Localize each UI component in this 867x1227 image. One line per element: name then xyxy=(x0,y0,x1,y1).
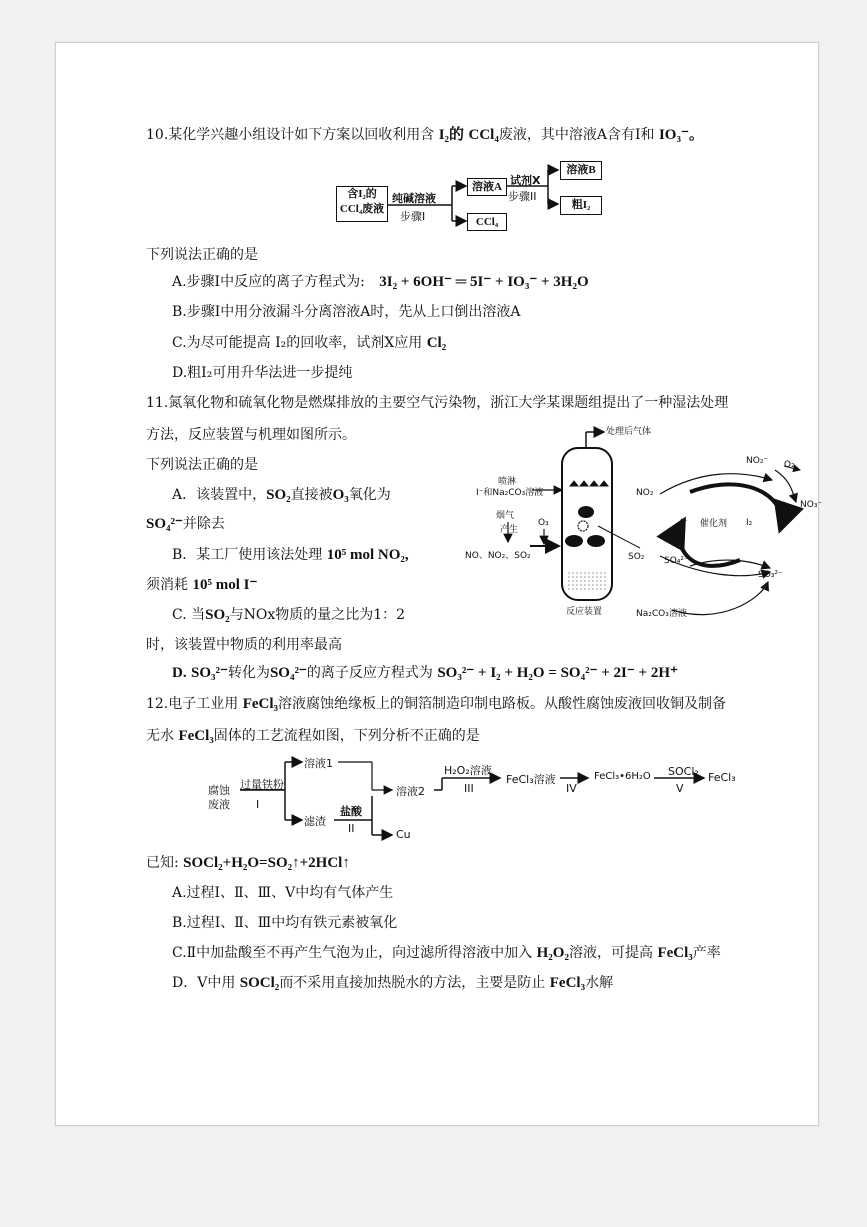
q12-filtrate2-label: 溶液2 xyxy=(396,785,425,798)
fig-o3-label: O₃ xyxy=(538,518,549,528)
q10-solution-b-box: 溶液B xyxy=(560,161,602,180)
fig-exhaust-label: 处理后气体 xyxy=(606,427,652,437)
fig-no2-label: NO₂ xyxy=(636,488,654,498)
q11-d-text2: 的离子反应方程式为 xyxy=(306,665,433,681)
q12-option-d xyxy=(172,974,613,992)
q10-stem-i2: I₂的 xyxy=(438,127,465,143)
q12-stem-text3: 无水 xyxy=(146,728,174,744)
q12-c-h2o2: H₂O₂ xyxy=(536,945,569,961)
q12-stem-text1: 12.电子工业用 xyxy=(146,696,239,712)
q10-ccl4-box: CCl₄ xyxy=(467,213,507,231)
q11-c-so2: SO₂ xyxy=(205,607,230,623)
q10-option-a-equation: 3I₂ + 6OH⁻ ═ 5I⁻ + IO₃⁻ + 3H₂O xyxy=(379,274,589,290)
fig-iodine-label: I₂ xyxy=(746,518,753,528)
q11-c-text2: 与NOx物质的量之比为1：2 xyxy=(229,607,406,623)
q11-b-text2: 须消耗 xyxy=(146,577,188,593)
q12-filtrate1-label: 溶液1 xyxy=(304,757,333,770)
q10-step1-reagent: 纯碱溶液 xyxy=(392,192,436,205)
q12-c-text1: C.Ⅱ中加盐酸至不再产生气泡为止，向过滤所得溶液中加入 xyxy=(172,945,533,961)
q12-option-a: A.过程Ⅰ、Ⅱ、Ⅲ、Ⅴ中均有气体产生 xyxy=(172,885,394,901)
q11-b-value1: 10⁵ mol NO₂, xyxy=(326,547,409,563)
q12-d-fecl3: FeCl₃ xyxy=(549,975,586,991)
q11-a-text4: 并除去 xyxy=(182,516,225,532)
fig-nitrate-label: NO₃⁻ xyxy=(800,500,823,510)
fig-flue-label: 烟气 xyxy=(496,511,515,521)
q11-d-text1: 转化为 xyxy=(227,665,270,681)
fig-catalyst-label: 催化剂 xyxy=(700,519,728,529)
q11-stem-line2: 方法，反应装置与机理如图所示。 xyxy=(146,427,356,443)
q10-start-label2: CCl₄废液 xyxy=(339,203,385,215)
q11-a-so2: SO₂ xyxy=(266,487,291,503)
q12-stem-text4: 固体的工艺流程如图，下列分析不正确的是 xyxy=(213,728,480,744)
q12-h2o2-label: H₂O₂溶液 xyxy=(444,764,492,777)
q11-d-label: D. xyxy=(172,665,187,681)
fig-sulfate-label: SO₄²⁻ xyxy=(664,556,689,566)
q11-b-text1: B．某工厂使用该法处理 xyxy=(172,547,323,563)
q12-waste-label1: 腐蚀 xyxy=(208,784,230,797)
q12-step2-label: II xyxy=(348,822,355,835)
q12-stem-fecl3-2: FeCl₃ xyxy=(178,728,214,744)
q10-stem-text: 10.某化学兴趣小组设计如下方案以回收利用含 xyxy=(146,127,435,143)
fig-spray-label: 喷淋 xyxy=(498,477,517,487)
q12-copper-label: Cu xyxy=(396,828,411,841)
q12-residue-label: 滤渣 xyxy=(304,815,326,828)
q12-known-equation: SOCl₂+H₂O=SO₂↑+2HCl↑ xyxy=(183,855,350,871)
fig-nitrite-label: NO₂⁻ xyxy=(746,456,769,466)
q11-a-text3: 氧化为 xyxy=(348,487,391,503)
q11-c-text1: C. 当 xyxy=(172,607,206,623)
q12-d-text1: D．Ⅴ中用 xyxy=(172,975,236,991)
q10-crude-i2-box: 粗I₂ xyxy=(560,196,602,215)
q12-step4-label: IV xyxy=(566,782,577,795)
q11-option-c-line2: 时，该装置中物质的利用率最高 xyxy=(146,637,342,653)
q12-waste-label2: 废液 xyxy=(208,798,230,811)
q12-step1-label: I xyxy=(256,798,260,811)
q12-known-label: 已知: xyxy=(146,855,179,871)
q10-stem-io3: IO₃⁻。 xyxy=(658,127,704,143)
q12-option-c xyxy=(172,944,721,962)
q11-prompt: 下列说法正确的是 xyxy=(146,457,258,473)
q10-prompt: 下列说法正确的是 xyxy=(146,247,258,263)
fig-na2co3-label: Na₂CO₃溶液 xyxy=(636,609,687,619)
fig-o2-label: O₂ xyxy=(784,460,795,470)
q11-a-so4: SO₄²⁻ xyxy=(146,516,183,532)
q12-option-b: B.过程Ⅰ、Ⅱ、Ⅲ中均有铁元素被氧化 xyxy=(172,915,398,931)
fig-device-label: 反应装置 xyxy=(566,607,603,617)
q11-a-text2: 直接被 xyxy=(290,487,333,503)
q12-step5-label: V xyxy=(676,782,684,795)
q10-step1-label: 步骤I xyxy=(400,210,426,223)
q10-option-c-cl2: Cl₂ xyxy=(426,335,447,351)
q12-socl2-label: SOCl₂ xyxy=(668,765,699,778)
fig-sulfite-label: SO₃²⁻ xyxy=(758,570,783,580)
q12-hcl-label: 盐酸 xyxy=(340,805,362,818)
q11-a-text1: A．该装置中， xyxy=(172,487,267,503)
q10-option-d: D.粗I₂可用升华法进一步提纯 xyxy=(172,365,353,381)
q12-c-text3: 产率 xyxy=(692,945,721,961)
q10-option-b: B.步骤Ⅰ中用分液漏斗分离溶液A时，先从上口倒出溶液A xyxy=(172,304,521,320)
q12-c-text2: 溶液，可提高 xyxy=(568,945,653,961)
q10-stem-text2: 废液，其中溶液A含有I和 xyxy=(498,127,655,143)
q10-step2-label: 步骤II xyxy=(508,190,537,203)
fig-iodide-label: I⁻ xyxy=(680,518,688,528)
fig-so2-label: SO₂ xyxy=(628,552,645,562)
q12-hydrate-label: FeCl₃•6H₂O xyxy=(594,771,651,782)
q12-known xyxy=(146,854,350,872)
q10-option-c-text: C.为尽可能提高 I₂的回收率，试剂X应用 xyxy=(172,335,423,351)
q12-stem-fecl3: FeCl₃ xyxy=(242,696,279,712)
q11-b-value2: 10⁵ mol I⁻ xyxy=(192,577,258,593)
q10-solution-a-box: 溶液A xyxy=(467,178,507,196)
q11-d-so4: SO₄²⁻ xyxy=(269,665,307,681)
fig-product-label: 产生 xyxy=(500,525,519,535)
q12-d-socl2: SOCl₂ xyxy=(239,975,280,991)
q11-stem-line1: 11.氮氧化物和硫氧化物是燃煤排放的主要空气污染物，浙江大学某课题组提出了一种湿法处理 xyxy=(146,395,729,411)
q11-d-so3: SO₃²⁻ xyxy=(191,665,228,681)
fig-gas-inlet-label: NO、NO₂、SO₂ xyxy=(465,551,531,561)
q12-d-text3: 水解 xyxy=(585,975,614,991)
q10-option-a-text: A.步骤Ⅰ中反应的离子方程式为: xyxy=(172,274,365,290)
q12-fecl3-label: FeCl₃ xyxy=(708,771,736,784)
q12-c-fecl3: FeCl₃ xyxy=(657,945,693,961)
q12-iron-powder-label: 过量铁粉 xyxy=(240,778,284,791)
q12-d-text2: 而不采用直接加热脱水的方法，主要是防止 xyxy=(279,975,546,991)
q10-start-label: 含I₂的 xyxy=(347,188,377,200)
q12-fecl3-solution-label: FeCl₃溶液 xyxy=(506,773,556,786)
q11-d-equation: SO₃²⁻ + I₂ + H₂O = SO₄²⁻ + 2I⁻ + 2H⁺ xyxy=(437,665,678,681)
q11-a-o3: O₃ xyxy=(332,487,349,503)
q10-reagent-x: 试剂X xyxy=(510,174,541,187)
q12-stem-text2: 溶液腐蚀绝缘板上的铜箔制造印制电路板。从酸性腐蚀废液回收铜及制备 xyxy=(278,696,727,712)
q12-step3-label: III xyxy=(464,782,474,795)
q10-stem-ccl4: CCl₄ xyxy=(468,127,499,143)
fig-spray-solution-label: I⁻和Na₂CO₃溶液 xyxy=(476,488,544,498)
